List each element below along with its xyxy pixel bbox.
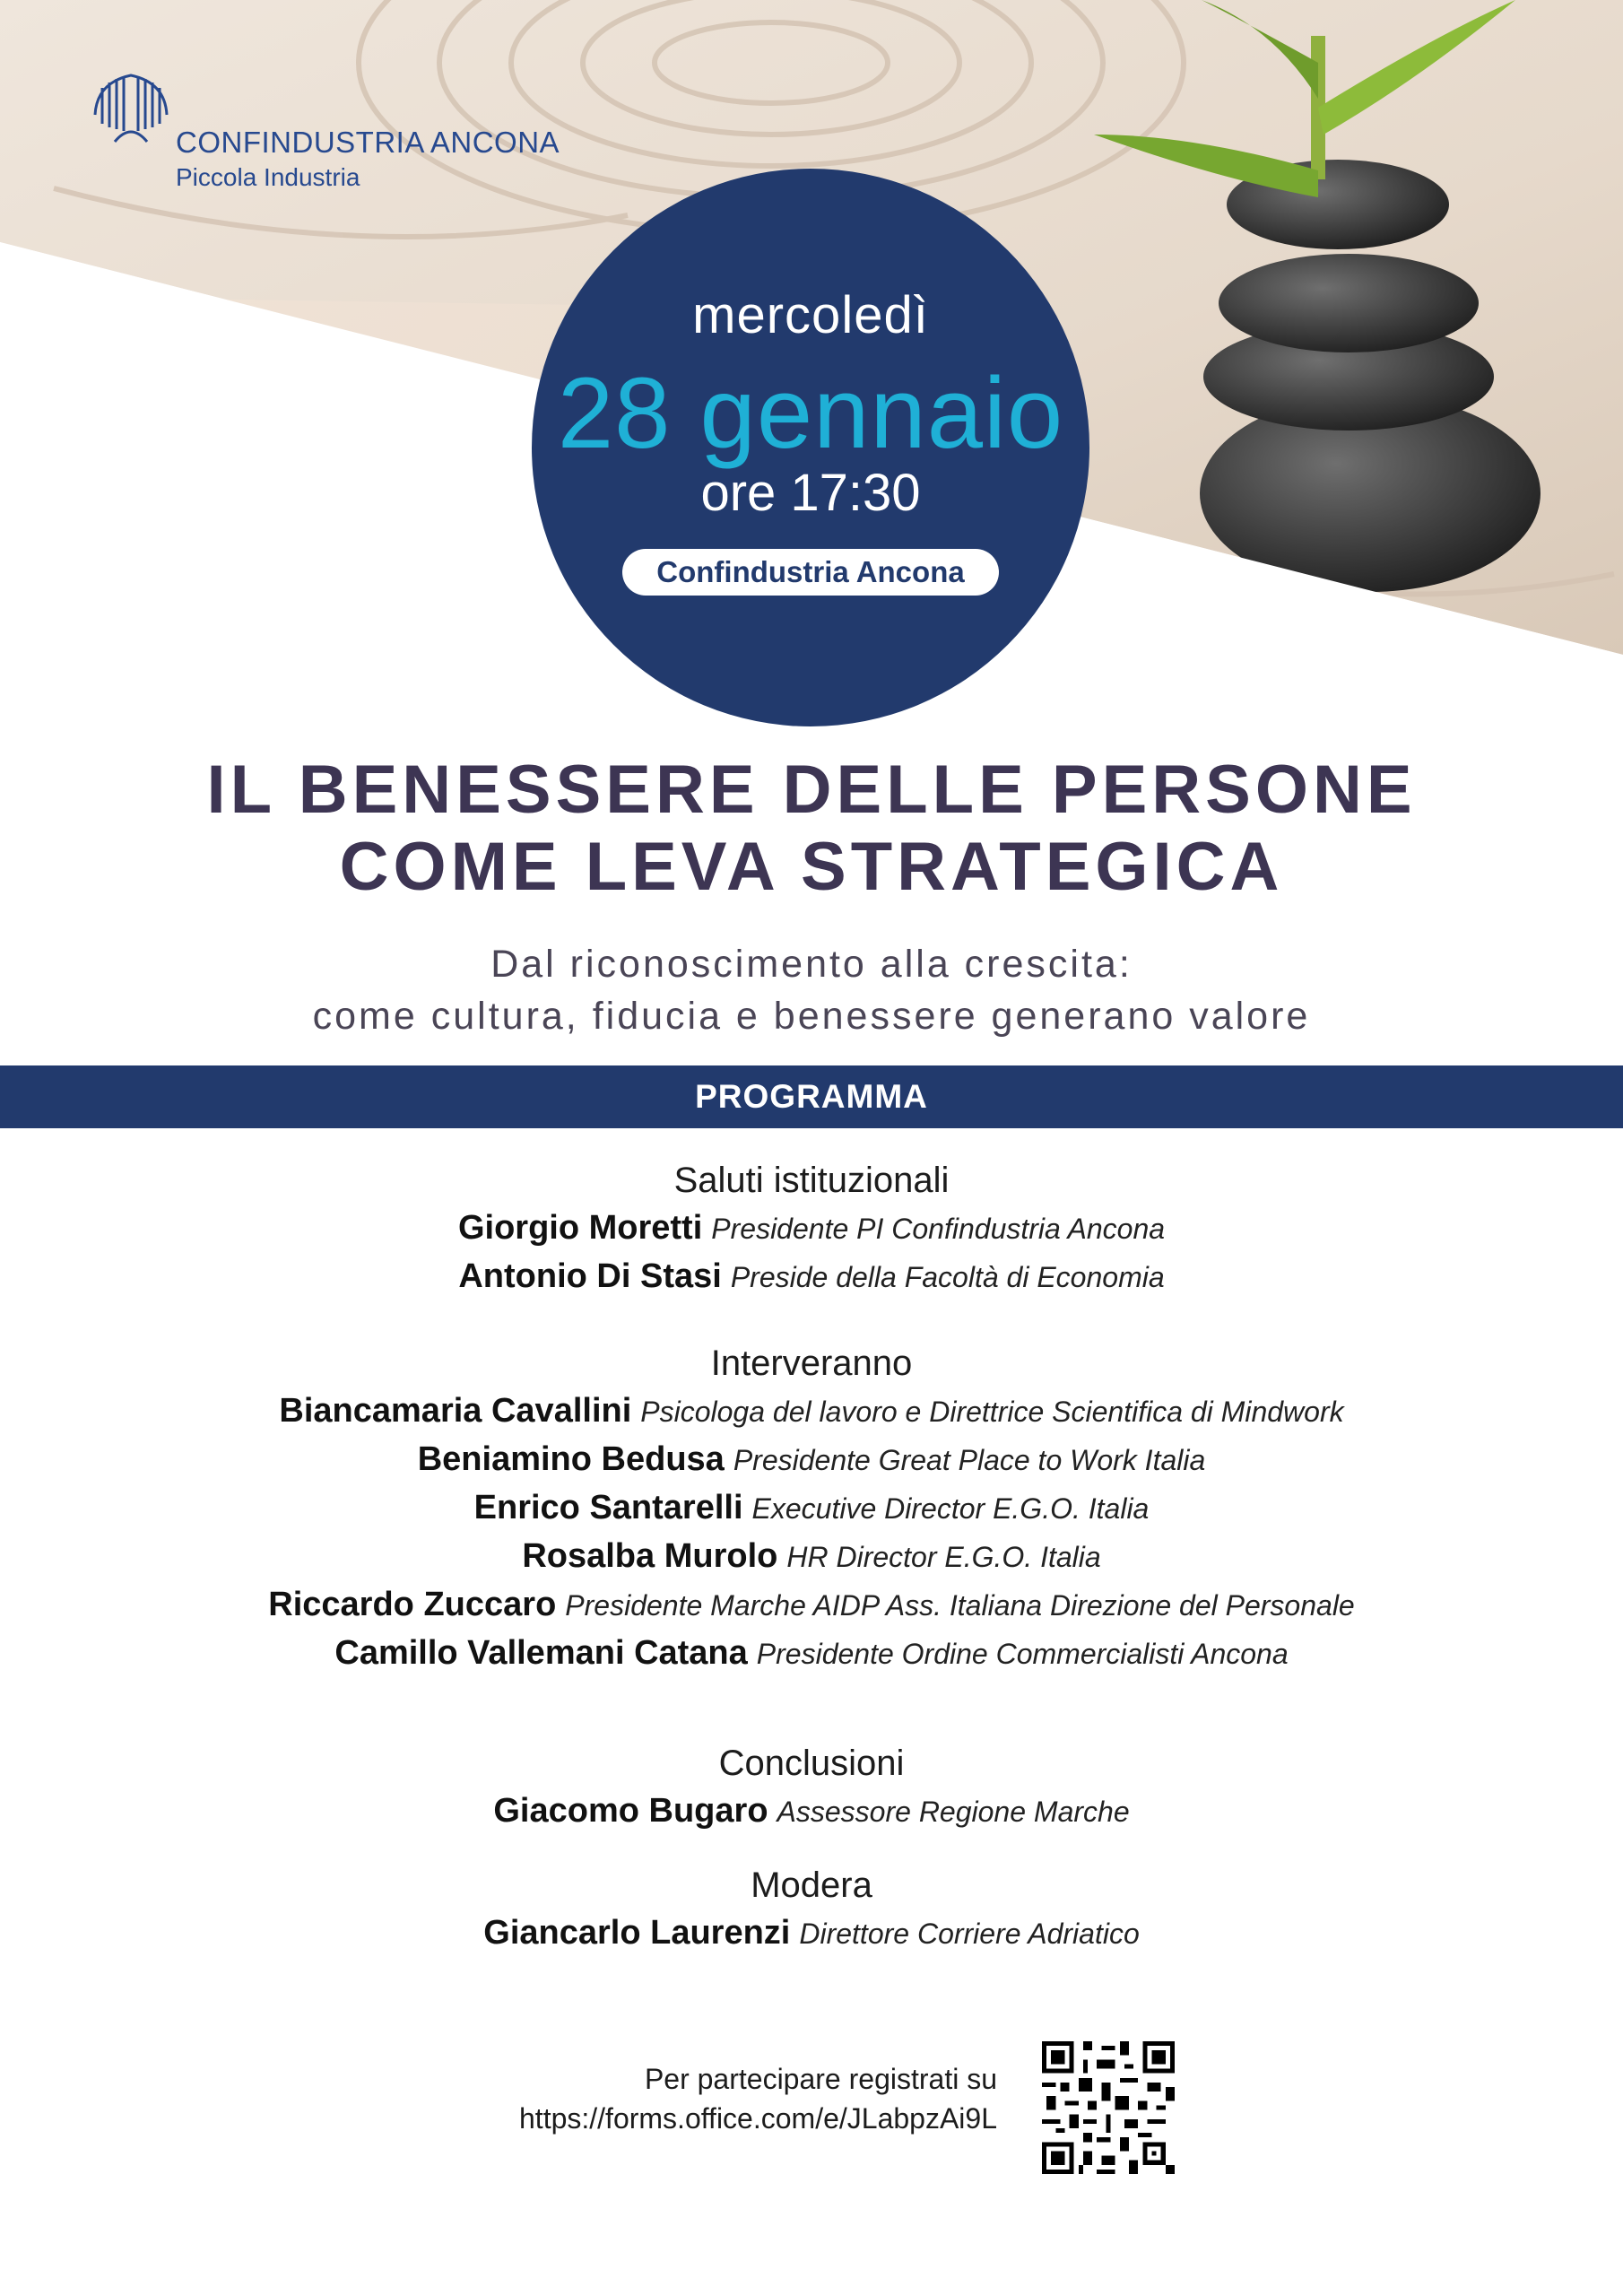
- speaker-role: Assessore Regione Marche: [777, 1796, 1130, 1828]
- speaker-name: Antonio Di Stasi: [458, 1257, 722, 1295]
- section-heading: Saluti istituzionali: [673, 1161, 950, 1200]
- registration-text: Per partecipare registrati su: [644, 2063, 997, 2095]
- speaker-row: [0, 1909, 1623, 1957]
- speaker-role: HR Director E.G.O. Italia: [786, 1541, 1101, 1573]
- program-heading: PROGRAMMA: [0, 1065, 1623, 1128]
- speaker-name: Biancamaria Cavallini: [279, 1392, 632, 1430]
- program-list: [0, 1157, 1623, 1957]
- speaker-role: Presidente Great Place to Work Italia: [733, 1444, 1206, 1476]
- confindustria-logo: [88, 70, 560, 204]
- speaker-name: Giacomo Bugaro: [493, 1792, 768, 1830]
- speaker-name: Riccardo Zuccaro: [268, 1586, 557, 1623]
- registration-qr-code-icon[interactable]: [1042, 2041, 1175, 2174]
- speaker-name: Rosalba Murolo: [522, 1537, 778, 1575]
- speaker-row: [0, 1252, 1623, 1300]
- speaker-name: Giancarlo Laurenzi: [483, 1914, 791, 1952]
- section-heading: Conclusioni: [718, 1744, 905, 1783]
- section-heading: Modera: [751, 1866, 872, 1905]
- speaker-row: [0, 1580, 1623, 1629]
- speaker-name: Enrico Santarelli: [473, 1489, 743, 1526]
- event-time: ore 17:30: [700, 464, 921, 522]
- speaker-role: Presidente Ordine Commercialisti Ancona: [756, 1638, 1289, 1670]
- speaker-row: [0, 1387, 1623, 1435]
- event-date-circle: [532, 169, 1089, 726]
- confindustria-eagle-icon: [88, 70, 174, 156]
- speaker-row: [0, 1204, 1623, 1252]
- speaker-role: Psicologa del lavoro e Direttrice Scientifica di Mindwork: [640, 1396, 1344, 1428]
- event-place-badge: Confindustria Ancona: [622, 549, 999, 596]
- speaker-row: [0, 1483, 1623, 1532]
- speaker-role: Executive Director E.G.O. Italia: [751, 1492, 1150, 1525]
- registration-link[interactable]: https://forms.office.com/e/JLabpzAi9L: [519, 2102, 997, 2135]
- registration-info: [519, 2059, 997, 2138]
- logo-name: CONFINDUSTRIA ANCONA: [176, 126, 560, 159]
- speaker-role: Preside della Facoltà di Economia: [730, 1261, 1165, 1293]
- event-title: [0, 752, 1623, 906]
- speaker-row: [0, 1532, 1623, 1580]
- speaker-row: [0, 1629, 1623, 1677]
- logo-subname: Piccola Industria: [176, 163, 360, 191]
- event-date: 28 gennaio: [557, 357, 1064, 469]
- speaker-role: Presidente Marche AIDP Ass. Italiana Direzione del Personale: [565, 1589, 1355, 1622]
- speaker-name: Giorgio Moretti: [457, 1209, 703, 1247]
- event-day: mercoledì: [692, 286, 929, 344]
- speaker-row: [0, 1787, 1623, 1835]
- subtitle-line-1: Dal riconoscimento alla crescita:: [490, 943, 1133, 986]
- speaker-row: [0, 1435, 1623, 1483]
- section-heading: Interveranno: [710, 1344, 913, 1383]
- speaker-name: Beniamino Bedusa: [417, 1440, 725, 1478]
- title-line-2: COME LEVA STRATEGICA: [339, 829, 1284, 905]
- speaker-role: Presidente PI Confindustria Ancona: [711, 1213, 1166, 1245]
- subtitle-line-2: come cultura, fiducia e benessere generano valore: [312, 995, 1311, 1038]
- speaker-role: Direttore Corriere Adriatico: [799, 1918, 1140, 1950]
- speaker-name: Camillo Vallemani Catana: [334, 1634, 748, 1672]
- header-artwork: [0, 0, 1623, 789]
- event-subtitle: [0, 938, 1623, 1042]
- title-line-1: IL BENESSERE DELLE PERSONE: [206, 752, 1417, 828]
